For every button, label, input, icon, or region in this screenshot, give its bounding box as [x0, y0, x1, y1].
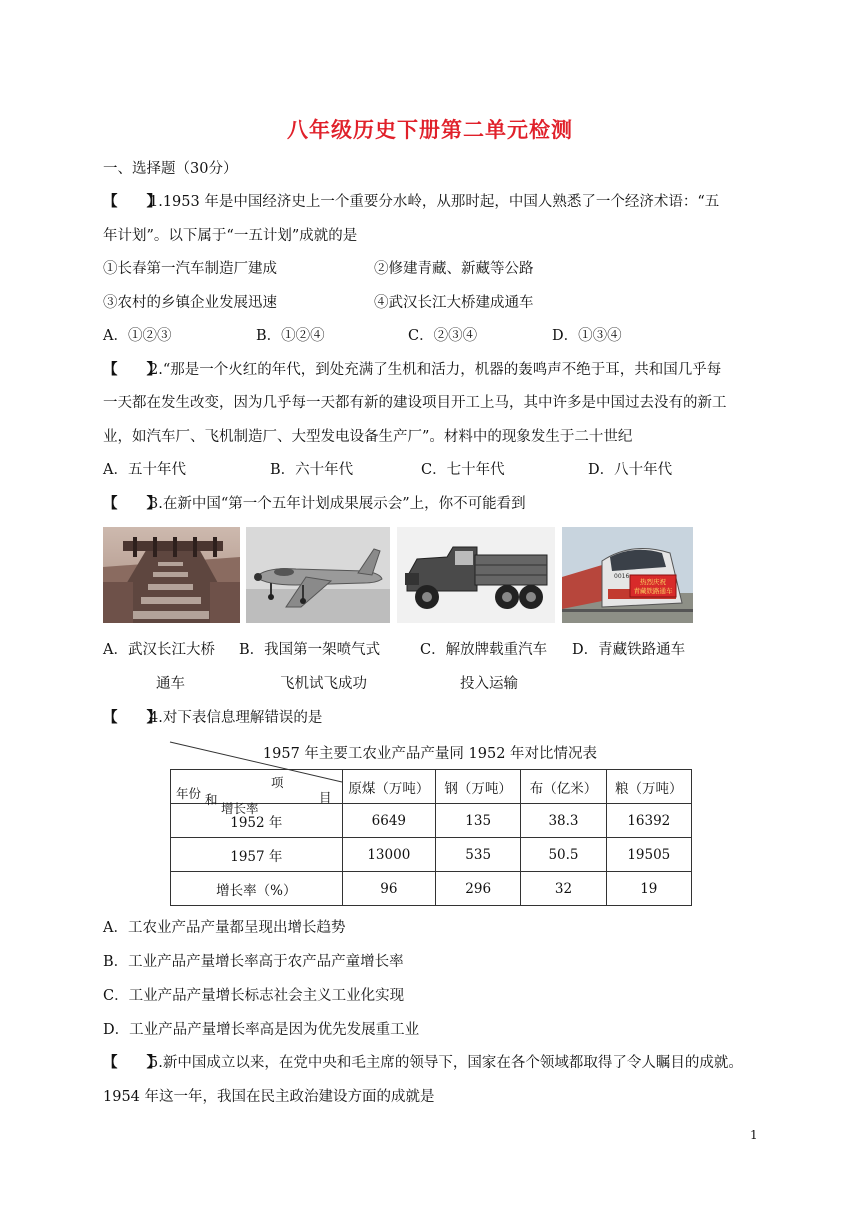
q3-option-c-cont: 投入运输 — [460, 676, 518, 692]
train-number: 0016 — [614, 573, 630, 580]
header-item-right: 目 — [319, 790, 332, 805]
question-1-line-1: 【 】1.1953 年是中国经济史上一个重要分水岭，从那时起，中国人熟悉了一个经济术语：“五 — [103, 193, 720, 210]
train-sign-line-1: 热烈庆祝 — [640, 578, 666, 586]
answer-bracket[interactable]: 【 】 — [103, 709, 161, 726]
q3-option-b[interactable]: B．我国第一架喷气式 — [239, 642, 381, 658]
table-row — [171, 838, 692, 872]
column-header: 布（亿米） — [521, 770, 606, 804]
column-header: 原煤（万吨） — [342, 770, 435, 804]
q3-option-a[interactable]: A．武汉长江大桥 — [103, 642, 215, 658]
question-5-line-1: 【 】5.新中国成立以来，在党中央和毛主席的领导下，国家在各个领域都取得了令人瞩目的成就。 — [103, 1054, 743, 1071]
q1-item-4: ④武汉长江大桥建成通车 — [374, 295, 534, 311]
q1-option-b[interactable]: B．①②④ — [256, 328, 325, 344]
q1-option-c[interactable]: C．②③④ — [408, 328, 478, 344]
q3-option-a-cont: 通车 — [156, 676, 185, 692]
table-cell: 16392 — [606, 804, 691, 838]
table-cell: 19 — [606, 872, 691, 906]
table-cell: 19505 — [606, 838, 691, 872]
table-cell: 135 — [436, 804, 521, 838]
question-2-line-1: 【 】2.“那是一个火红的年代，到处充满了生机和活力，机器的轰鸣声不绝于耳，共和国几乎每 — [103, 361, 722, 378]
q4-option-b[interactable]: B．工业产品产量增长率高于农产品产童增长率 — [103, 954, 404, 970]
page-number: 1 — [750, 1128, 758, 1142]
header-rate-label: 增长率 — [221, 801, 259, 816]
q4-option-d[interactable]: D．工业产品产量增长率高是因为优先发展重工业 — [103, 1022, 420, 1038]
q3-option-b-cont: 飞机试飞成功 — [280, 676, 367, 692]
question-2-line-3: 业，如汽车厂、飞机制造厂、大型发电设备生产厂”。材料中的现象发生于二十世纪 — [103, 429, 633, 445]
column-header: 钢（万吨） — [436, 770, 521, 804]
question-1-line-2: 年计划”。以下属于“一五计划”成就的是 — [103, 228, 358, 244]
q1-option-d[interactable]: D．①③④ — [552, 328, 622, 344]
table-header-row — [171, 770, 692, 804]
bridge-photo — [103, 527, 240, 623]
table-cell: 50.5 — [521, 838, 606, 872]
answer-bracket[interactable]: 【 】 — [103, 361, 161, 378]
answer-bracket[interactable]: 【 】 — [103, 193, 161, 210]
header-item-top: 项 — [271, 775, 284, 790]
truck-photo — [397, 527, 555, 623]
table-cell: 38.3 — [521, 804, 606, 838]
train-sign-line-2: 青藏铁路通车 — [633, 587, 673, 595]
question-5-line-2: 1954 年这一年，我国在民主政治建设方面的成就是 — [103, 1089, 435, 1105]
row-label: 1952 年 — [171, 804, 343, 838]
diagonal-header-cell — [171, 770, 343, 816]
q1-item-1: ①长春第一汽车制造厂建成 — [103, 261, 277, 277]
q3-option-d[interactable]: D．青藏铁路通车 — [572, 642, 686, 658]
page-title: 八年级历史下册第二单元检测 — [287, 118, 573, 142]
question-2-line-2: 一天都在发生改变，因为几乎每一天都有新的建设项目开工上马，其中许多是中国过去没有的新工 — [103, 395, 727, 411]
production-table — [170, 769, 692, 906]
q4-option-a[interactable]: A．工农业产品产量都呈现出增长趋势 — [103, 920, 346, 936]
column-header: 粮（万吨） — [606, 770, 691, 804]
q3-option-c[interactable]: C．解放牌载重汽车 — [420, 642, 548, 658]
table-cell: 13000 — [342, 838, 435, 872]
answer-bracket[interactable]: 【 】 — [103, 1054, 161, 1071]
q4-option-c[interactable]: C．工业产品产量增长标志社会主义工业化实现 — [103, 988, 405, 1004]
row-label: 1957 年 — [171, 838, 343, 872]
train-photo — [562, 527, 693, 623]
q1-item-2: ②修建青藏、新藏等公路 — [374, 261, 534, 277]
header-and-label: 和 — [205, 792, 218, 807]
q2-option-d[interactable]: D．八十年代 — [588, 462, 673, 478]
table-cell: 6649 — [342, 804, 435, 838]
table-caption: 1957 年主要工农业产品产量同 1952 年对比情况表 — [262, 746, 598, 762]
table-cell: 96 — [342, 872, 435, 906]
jet-photo — [246, 527, 390, 623]
q2-option-b[interactable]: B．六十年代 — [270, 462, 354, 478]
header-year-label: 年份 — [176, 786, 202, 801]
diagonal-line — [170, 742, 342, 782]
section-heading: 一、选择题（30分） — [103, 161, 238, 177]
q1-item-3: ③农村的乡镇企业发展迅速 — [103, 295, 277, 311]
answer-bracket[interactable]: 【 】 — [103, 495, 161, 512]
table-row — [171, 872, 692, 906]
question-4-line-1: 【 】4.对下表信息理解错误的是 — [103, 709, 323, 726]
q1-option-a[interactable]: A．①②③ — [103, 328, 172, 344]
row-label: 增长率（%） — [171, 872, 343, 906]
question-3-line-1: 【 】3.在新中国“第一个五年计划成果展示会”上，你不可能看到 — [103, 495, 526, 512]
q2-option-c[interactable]: C．七十年代 — [421, 462, 505, 478]
table-cell: 296 — [436, 872, 521, 906]
q2-option-a[interactable]: A．五十年代 — [103, 462, 186, 478]
table-cell: 535 — [436, 838, 521, 872]
table-cell: 32 — [521, 872, 606, 906]
